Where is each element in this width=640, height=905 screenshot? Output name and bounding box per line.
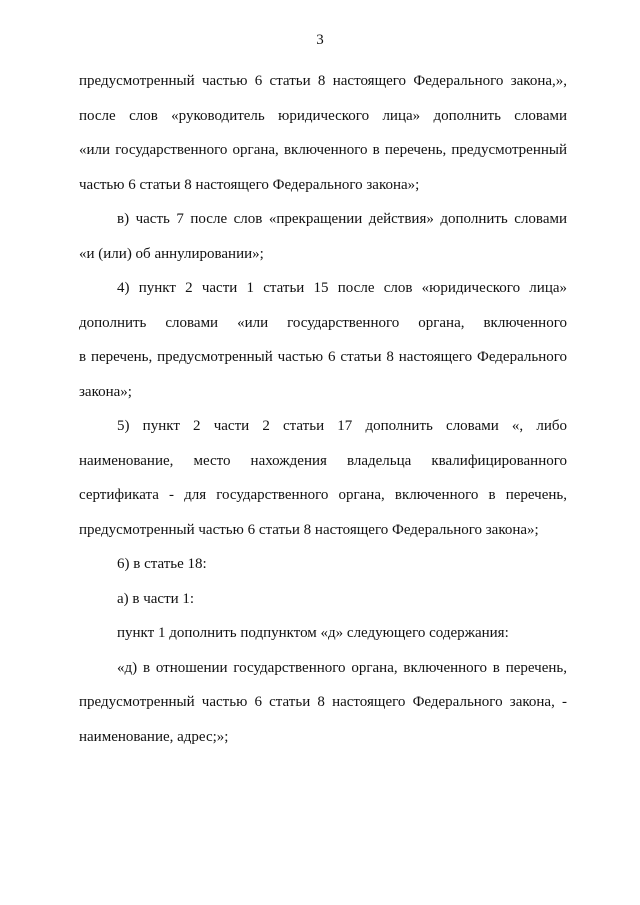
text-line: предусмотренный частью 6 статьи 8 настоящего Федерального закона,», bbox=[79, 73, 567, 89]
document-body bbox=[79, 64, 567, 754]
text-line: наименование, место нахождения владельца квалифицированного bbox=[79, 452, 567, 469]
text-line: предусмотренный частью 6 статьи 8 настоящего Федерального закона, - bbox=[79, 694, 567, 710]
text-line: 5) пункт 2 части 2 статьи 17 дополнить словами «, либо bbox=[117, 418, 567, 434]
text-line: после слов «руководитель юридического лица» дополнить словами bbox=[79, 107, 567, 124]
text-line: «и (или) об аннулировании»; bbox=[79, 245, 264, 262]
text-line: дополнить словами «или государственного органа, включенного bbox=[79, 314, 567, 331]
text-line: закона»; bbox=[79, 383, 132, 400]
text-line: предусмотренный частью 6 статьи 8 настоящего Федерального закона»; bbox=[79, 521, 539, 538]
text-line: наименование, адрес;»; bbox=[79, 728, 229, 745]
text-line: в) часть 7 после слов «прекращении действия» дополнить словами bbox=[117, 211, 567, 227]
text-line: сертификата - для государственного органа, включенного в перечень, bbox=[79, 487, 567, 503]
text-line: пункт 1 дополнить подпунктом «д» следующего содержания: bbox=[117, 625, 509, 641]
text-line: в перечень, предусмотренный частью 6 статьи 8 настоящего Федерального bbox=[79, 349, 567, 365]
text-line: 6) в статье 18: bbox=[117, 556, 207, 572]
text-line: «или государственного органа, включенного в перечень, предусмотренный bbox=[79, 142, 567, 158]
text-line: «д) в отношении государственного органа, включенного в перечень, bbox=[117, 659, 567, 676]
page-number: 3 bbox=[316, 32, 324, 48]
text-line: а) в части 1: bbox=[117, 590, 195, 607]
text-line: 4) пункт 2 части 1 статьи 15 после слов «юридического лица» bbox=[117, 280, 567, 296]
text-line: частью 6 статьи 8 настоящего Федерального закона»; bbox=[79, 176, 420, 193]
